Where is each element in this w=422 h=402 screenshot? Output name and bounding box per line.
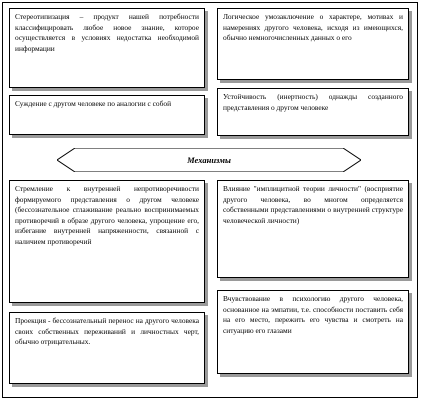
stereotype-text: Стереотипизация – продукт нашей потребности классифицировать любое новое знание, которое осуществляется в условиях недостатка необходимой информации <box>15 12 199 53</box>
stability-box <box>217 88 409 136</box>
projection-text: Проекция - бессознательный перенос на другого человека своих собственных переживаний и личностных черт, обычно отрицательных. <box>15 316 199 347</box>
stereotype-box <box>9 8 205 88</box>
projection-box <box>9 312 205 384</box>
consistency-text: Стремление к внутренней непротиворечивости формируемого представления о другом человеке (бессознательное сглаживание реально воспринимаемых противоречий в образе другого человека, упрощение его, избегание внутренней напряженности, связанной с наличием противоречий <box>15 184 199 246</box>
implicit-theory-text: Влияние "имплицитной теории личности" (восприятие другого человека, во многом определяется собственными представлениями о внутренней структуре человеческой личности) <box>223 184 403 225</box>
mechanisms-label: Механизмы <box>187 155 231 165</box>
implicit-theory-box <box>217 180 409 278</box>
analogy-text: Суждение с другом человеке по аналогии с собой <box>15 99 172 108</box>
stability-text: Устойчивость (инертность) однажды созданного представления о другом человеке <box>223 92 403 112</box>
logical-inference-text: Логическое умозаключение о характере, мотивах и намерениях другого человека, исходя из имеющихся, обычно немногочисленных данных о его <box>223 12 403 43</box>
logical-inference-box <box>217 8 409 80</box>
consistency-box <box>9 180 205 303</box>
mechanisms-banner <box>57 148 361 172</box>
empathy-text: Вчувствование в психологию другого человека, основанное на эмпатии, т.е. способности поставить себя на его место, пережить его чувства и смотреть на ситуацию его глазами <box>223 294 403 335</box>
empathy-box <box>217 290 409 374</box>
analogy-box <box>9 95 205 135</box>
